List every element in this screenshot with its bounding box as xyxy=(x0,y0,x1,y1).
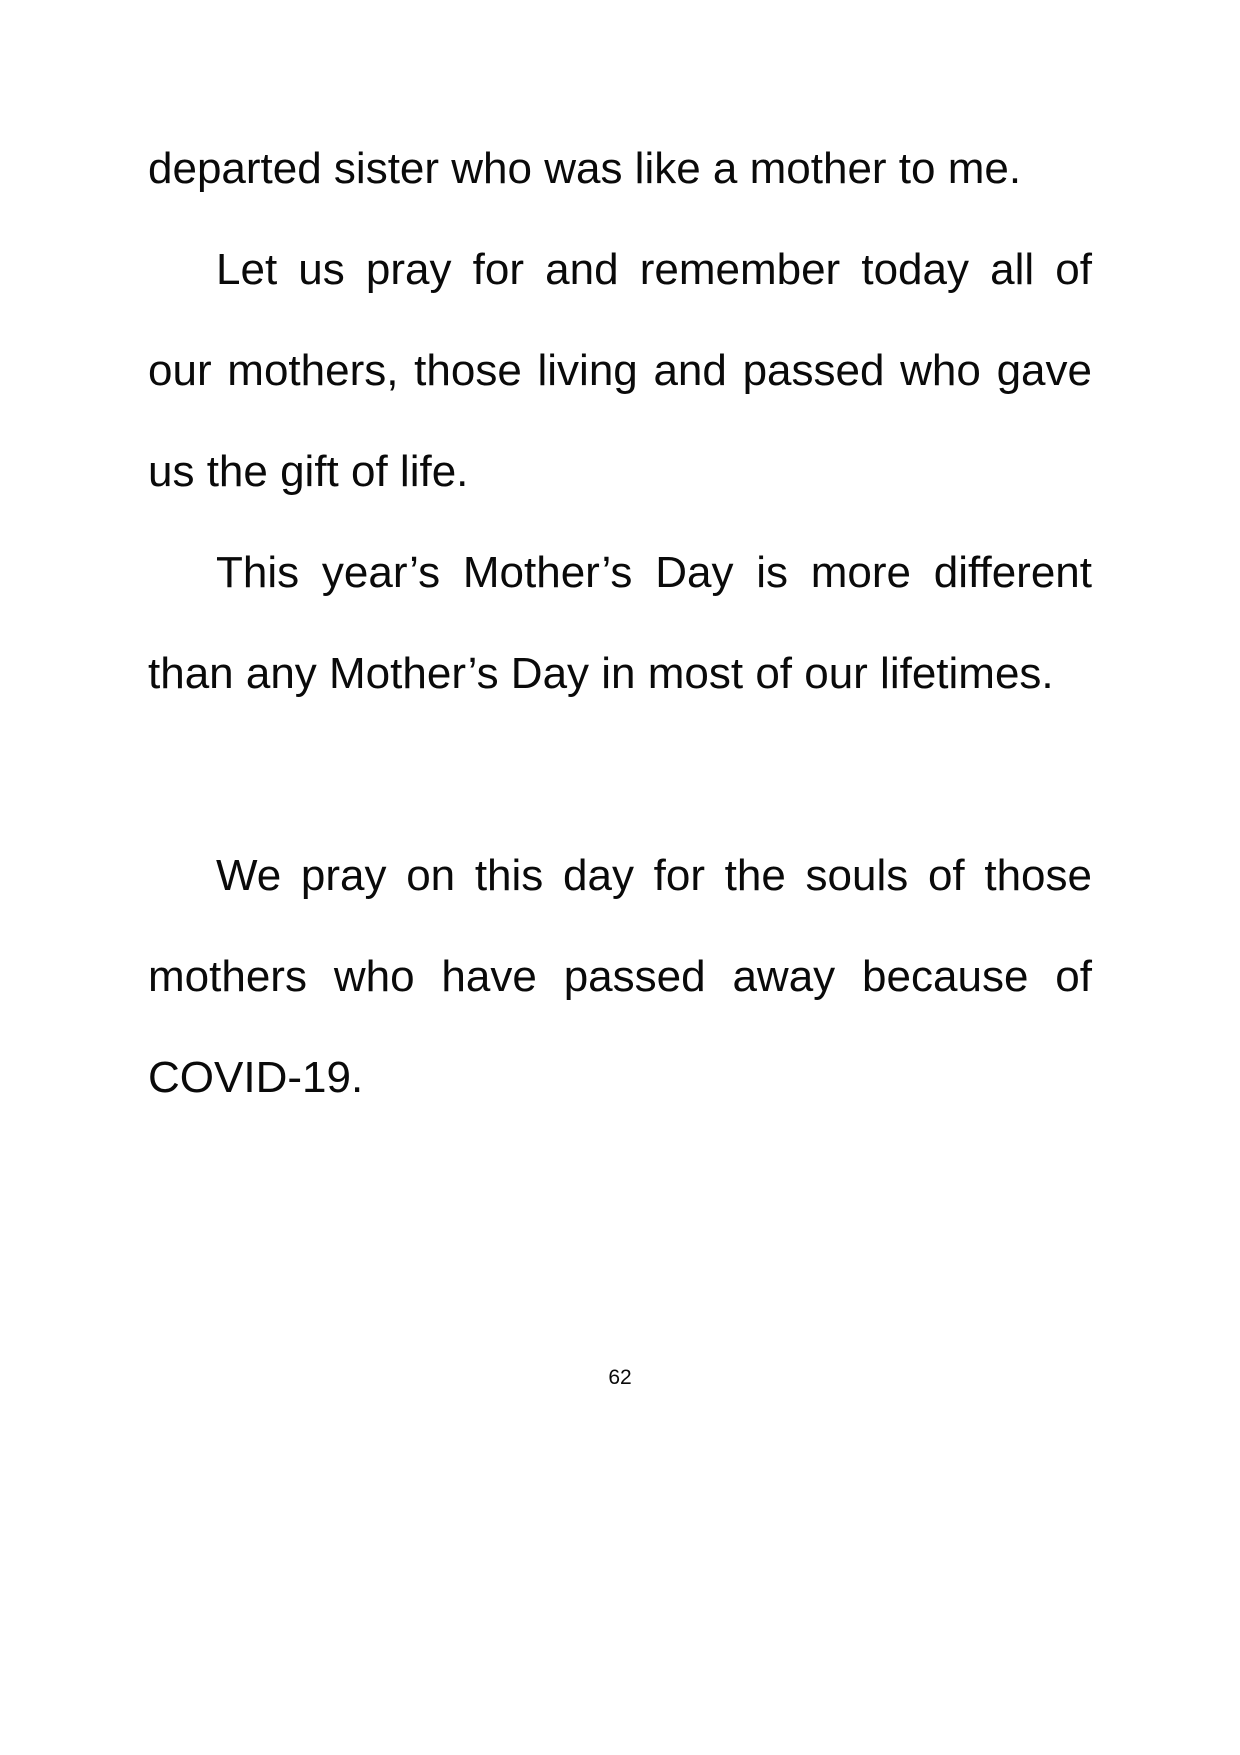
paragraph-prayer-remember: Let us pray for and remember today all of our mothers, those living and passed who gave us the gift of life. xyxy=(148,245,1092,496)
paragraph-we-pray: We pray on this day for the souls of those mothers who have passed away because of COVID-19. xyxy=(148,851,1092,1102)
paragraph-this-year: This year’s Mother’s Day is more different than any Mother’s Day in most of our lifetimes. xyxy=(148,548,1092,698)
paragraph-continued: departed sister who was like a mother to me. xyxy=(148,144,1022,193)
page-number: 62 xyxy=(608,1366,632,1389)
document-body xyxy=(148,118,1092,1128)
paragraph-spacer xyxy=(148,724,1092,825)
